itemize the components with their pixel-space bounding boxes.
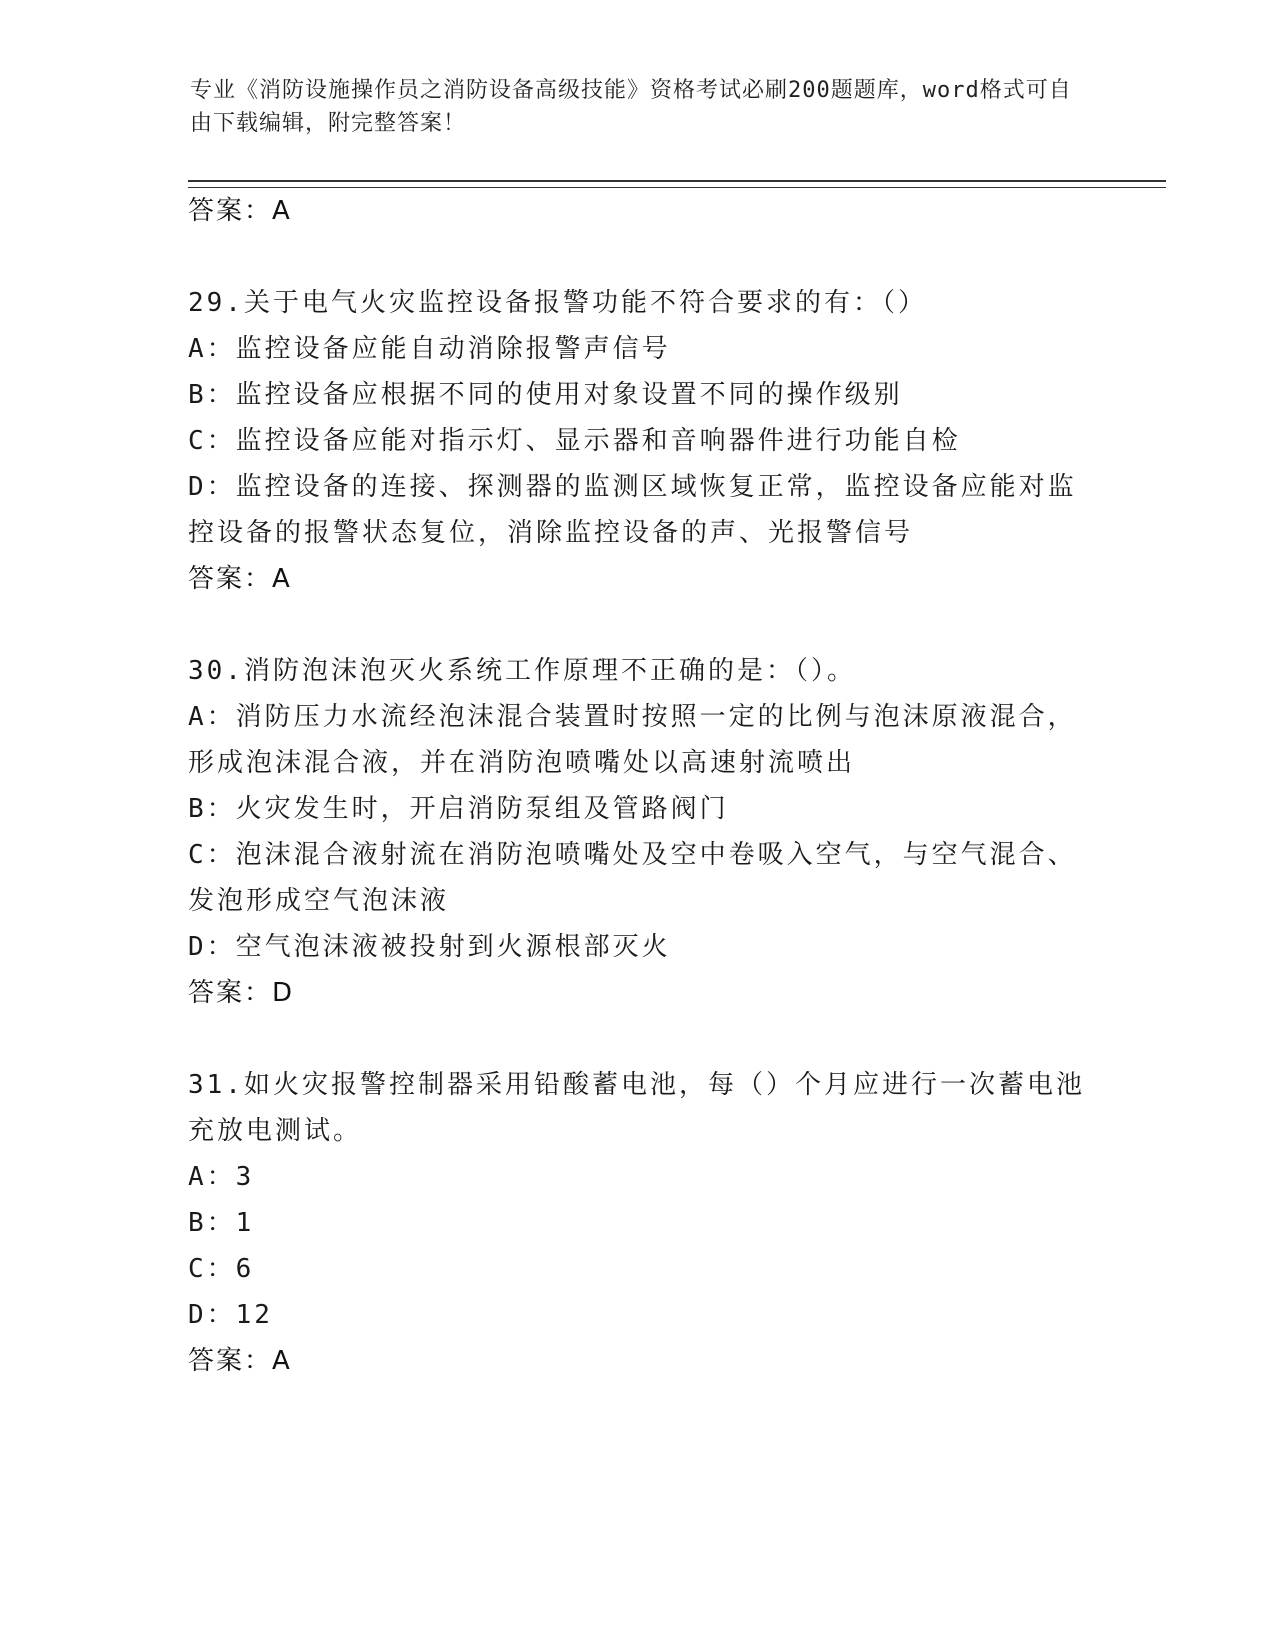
option-a: A：3 bbox=[188, 1162, 255, 1192]
option-d: D：空气泡沫液被投射到火源根部灭火 bbox=[188, 932, 671, 962]
option-d: D：12 bbox=[188, 1300, 273, 1330]
answer: 答案：A bbox=[188, 1346, 292, 1376]
answer: 答案：A bbox=[188, 564, 292, 594]
option-b: B：1 bbox=[188, 1208, 255, 1238]
option-d: D：监控设备的连接、探测器的监测区域恢复正常，监控设备应能对监控设备的报警状态复位，消除监控设备的声、光报警信号 bbox=[188, 472, 1077, 548]
option-a: A：消防压力水流经泡沫混合装置时按照一定的比例与泡沫原液混合，形成泡沫混合液，并在消防泡喷嘴处以高速射流喷出 bbox=[188, 702, 1077, 778]
page-header: 专业《消防设施操作员之消防设备高级技能》资格考试必刷200题题库，word格式可自由下载编辑，附完整答案！ bbox=[190, 78, 1072, 136]
question-stem: 31.如火灾报警控制器采用铅酸蓄电池，每（）个月应进行一次蓄电池充放电测试。 bbox=[188, 1070, 1085, 1146]
option-b: B：火灾发生时，开启消防泵组及管路阀门 bbox=[188, 794, 729, 824]
option-c: C：监控设备应能对指示灯、显示器和音响器件进行功能自检 bbox=[188, 426, 961, 456]
option-c: C：6 bbox=[188, 1254, 255, 1284]
answer: 答案：D bbox=[188, 978, 295, 1008]
previous-answer: 答案：A bbox=[188, 196, 292, 226]
question-stem: 30.消防泡沫泡灭火系统工作原理不正确的是：（）。 bbox=[188, 656, 856, 686]
option-c: C：泡沫混合液射流在消防泡喷嘴处及空中卷吸入空气，与空气混合、发泡形成空气泡沫液 bbox=[188, 840, 1077, 916]
option-a: A：监控设备应能自动消除报警声信号 bbox=[188, 334, 671, 364]
document-body bbox=[188, 188, 1088, 1384]
question-31 bbox=[188, 1062, 1088, 1384]
question-30 bbox=[188, 648, 1088, 1016]
option-b: B：监控设备应根据不同的使用对象设置不同的操作级别 bbox=[188, 380, 903, 410]
header-divider bbox=[188, 180, 1166, 188]
question-stem: 29.关于电气火灾监控设备报警功能不符合要求的有：（） bbox=[188, 288, 927, 318]
question-29 bbox=[188, 280, 1088, 602]
